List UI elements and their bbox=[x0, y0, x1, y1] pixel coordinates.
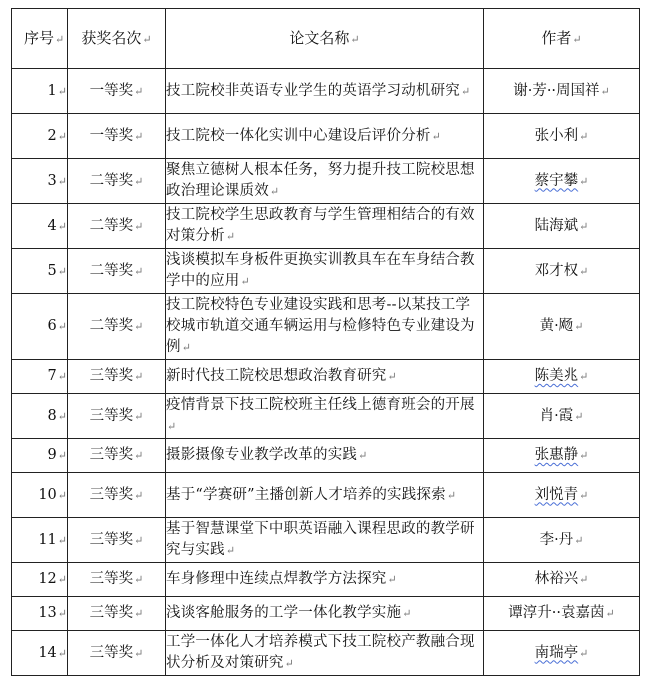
header-author-label: 作者 bbox=[541, 28, 572, 47]
paragraph-mark-icon: ↵ bbox=[284, 657, 295, 670]
paper-title-cell bbox=[166, 294, 484, 360]
award-text: 三等奖 bbox=[89, 605, 134, 621]
header-cell-title bbox=[166, 9, 484, 69]
award-rank-cell bbox=[68, 159, 166, 204]
author-cell bbox=[484, 249, 640, 294]
no-text: 2 bbox=[47, 127, 57, 144]
paragraph-mark-icon: ↵ bbox=[57, 264, 67, 278]
row-number-cell bbox=[12, 204, 68, 249]
row-number-cell bbox=[12, 518, 68, 563]
paragraph-mark-icon: ↵ bbox=[225, 544, 236, 557]
paper-title-text: 车身修理中连续点焊教学方法探究 bbox=[166, 571, 387, 587]
paragraph-mark-icon: ↵ bbox=[57, 174, 67, 188]
paper-title-text: 技工院校特色专业建设实践和思考--以某技工学校城市轨道交通车辆运用与检修特色专业建设为例 bbox=[166, 297, 475, 355]
paragraph-mark-icon: ↵ bbox=[57, 409, 67, 423]
awards-table bbox=[11, 8, 640, 676]
paper-title-cell bbox=[166, 360, 484, 394]
no-text: 10 bbox=[38, 486, 57, 503]
paragraph-mark-icon: ↵ bbox=[134, 84, 144, 98]
paragraph-mark-icon: ↵ bbox=[134, 409, 144, 423]
header-cell-no bbox=[12, 9, 68, 69]
no-text: 9 bbox=[47, 447, 57, 463]
paragraph-mark-icon: ↵ bbox=[57, 488, 67, 502]
award-rank-cell bbox=[68, 114, 166, 159]
paper-title-text: 基于“学赛研”主播创新人才培养的实践探索 bbox=[166, 486, 446, 503]
table-row bbox=[12, 563, 640, 597]
row-number-cell bbox=[12, 631, 68, 676]
paper-title-text: 新时代技工院校思想政治教育研究 bbox=[166, 368, 387, 384]
paragraph-mark-icon: ↵ bbox=[358, 449, 368, 462]
paragraph-mark-icon: ↵ bbox=[579, 449, 589, 462]
paper-title-cell bbox=[166, 439, 484, 473]
author-cell bbox=[484, 360, 640, 394]
paper-title-cell bbox=[166, 204, 484, 249]
paragraph-mark-icon: ↵ bbox=[134, 174, 144, 188]
table-row bbox=[12, 518, 640, 563]
author-cell bbox=[484, 159, 640, 204]
paragraph-mark-icon: ↵ bbox=[57, 449, 67, 462]
table-row bbox=[12, 360, 640, 394]
row-number-cell bbox=[12, 360, 68, 394]
author-cell bbox=[484, 294, 640, 360]
paragraph-mark-icon: ↵ bbox=[579, 129, 589, 143]
paragraph-mark-icon: ↵ bbox=[134, 573, 144, 586]
paragraph-mark-icon: ↵ bbox=[240, 275, 250, 288]
paragraph-mark-icon: ↵ bbox=[579, 488, 589, 502]
paragraph-mark-icon: ↵ bbox=[57, 607, 67, 620]
paper-title-cell bbox=[166, 563, 484, 597]
paper-title-cell bbox=[166, 518, 484, 563]
paragraph-mark-icon: ↵ bbox=[134, 449, 144, 462]
award-text: 三等奖 bbox=[89, 644, 134, 661]
author-cell bbox=[484, 69, 640, 114]
row-number-cell bbox=[12, 249, 68, 294]
award-text: 三等奖 bbox=[89, 486, 134, 503]
award-rank-cell bbox=[68, 631, 166, 676]
award-text: 三等奖 bbox=[89, 407, 134, 424]
row-number-cell bbox=[12, 114, 68, 159]
paragraph-mark-icon: ↵ bbox=[55, 32, 65, 46]
paragraph-mark-icon: ↵ bbox=[431, 129, 442, 143]
author-cell bbox=[484, 394, 640, 439]
paper-title-cell bbox=[166, 473, 484, 518]
author-cell bbox=[484, 204, 640, 249]
author-cell bbox=[484, 631, 640, 676]
header-no-label: 序号 bbox=[24, 28, 55, 47]
table-row bbox=[12, 249, 640, 294]
author-text: 谭淳升··袁嘉茵 bbox=[508, 605, 605, 621]
table-body bbox=[12, 69, 640, 676]
paper-title-cell bbox=[166, 394, 484, 439]
author-text: 张惠静 bbox=[534, 447, 579, 463]
row-number-cell bbox=[12, 597, 68, 631]
no-text: 11 bbox=[38, 531, 57, 548]
paragraph-mark-icon: ↵ bbox=[402, 607, 412, 620]
header-cell-author bbox=[484, 9, 640, 69]
author-text: 陆海斌 bbox=[534, 217, 579, 234]
author-text: 刘悦青 bbox=[534, 486, 579, 503]
award-text: 二等奖 bbox=[89, 318, 134, 334]
paragraph-mark-icon: ↵ bbox=[574, 533, 584, 547]
paper-title-cell bbox=[166, 159, 484, 204]
paper-title-text: 聚焦立德树人根本任务，努力提升技工院校思想政治理论课质效 bbox=[166, 162, 475, 199]
author-text: 张小利 bbox=[534, 127, 579, 144]
no-text: 5 bbox=[47, 262, 57, 279]
paragraph-mark-icon: ↵ bbox=[142, 32, 152, 46]
paragraph-mark-icon: ↵ bbox=[350, 32, 360, 46]
row-number-cell bbox=[12, 69, 68, 114]
paragraph-mark-icon: ↵ bbox=[446, 488, 457, 502]
author-cell bbox=[484, 597, 640, 631]
table-row bbox=[12, 159, 640, 204]
award-rank-cell bbox=[68, 394, 166, 439]
author-text: 黄·飏 bbox=[539, 318, 574, 334]
paper-title-cell bbox=[166, 597, 484, 631]
award-text: 三等奖 bbox=[89, 368, 134, 384]
award-rank-cell bbox=[68, 439, 166, 473]
table-row bbox=[12, 69, 640, 114]
paragraph-mark-icon: ↵ bbox=[461, 84, 471, 98]
paragraph-mark-icon: ↵ bbox=[134, 264, 144, 278]
no-text: 7 bbox=[47, 368, 57, 384]
author-cell bbox=[484, 439, 640, 473]
paragraph-mark-icon: ↵ bbox=[57, 573, 67, 586]
paper-title-text: 基于智慧课堂下中职英语融入课程思政的教学研究与实践 bbox=[166, 521, 475, 558]
paragraph-mark-icon: ↵ bbox=[387, 573, 397, 586]
paragraph-mark-icon: ↵ bbox=[579, 219, 589, 233]
author-cell bbox=[484, 563, 640, 597]
paragraph-mark-icon: ↵ bbox=[579, 174, 589, 188]
paper-title-text: 技工院校学生思政教育与学生管理相结合的有效对策分析 bbox=[166, 207, 475, 244]
award-rank-cell bbox=[68, 597, 166, 631]
table-row bbox=[12, 204, 640, 249]
paragraph-mark-icon: ↵ bbox=[134, 607, 144, 620]
paper-title-cell bbox=[166, 114, 484, 159]
award-text: 二等奖 bbox=[89, 217, 134, 234]
award-text: 一等奖 bbox=[89, 82, 134, 99]
table-row bbox=[12, 597, 640, 631]
row-number-cell bbox=[12, 294, 68, 360]
no-text: 13 bbox=[38, 605, 57, 621]
paper-title-cell bbox=[166, 69, 484, 114]
award-text: 三等奖 bbox=[89, 447, 134, 463]
award-text: 二等奖 bbox=[89, 172, 134, 189]
paragraph-mark-icon: ↵ bbox=[579, 370, 589, 383]
table-row bbox=[12, 114, 640, 159]
table-row bbox=[12, 473, 640, 518]
paper-title-text: 工学一体化人才培养模式下技工院校产教融合现状分析及对策研究 bbox=[166, 634, 475, 671]
row-number-cell bbox=[12, 563, 68, 597]
paragraph-mark-icon: ↵ bbox=[57, 219, 67, 233]
header-title-label: 论文名称 bbox=[289, 28, 350, 47]
table-row bbox=[12, 439, 640, 473]
paper-title-text: 疫情背景下技工院校班主任线上德育班会的开展 bbox=[166, 397, 475, 413]
author-text: 陈美兆 bbox=[534, 368, 579, 384]
author-cell bbox=[484, 518, 640, 563]
no-text: 1 bbox=[47, 82, 57, 99]
author-text: 南瑞亭 bbox=[534, 644, 579, 661]
paragraph-mark-icon: ↵ bbox=[579, 573, 589, 586]
no-text: 4 bbox=[47, 217, 57, 234]
header-row bbox=[12, 9, 640, 69]
paragraph-mark-icon: ↵ bbox=[134, 370, 144, 383]
paper-title-text: 浅谈客舱服务的工学一体化教学实施 bbox=[166, 605, 402, 621]
paragraph-mark-icon: ↵ bbox=[574, 320, 584, 333]
author-text: 蔡宇攀 bbox=[534, 172, 579, 189]
paragraph-mark-icon: ↵ bbox=[387, 370, 397, 383]
award-rank-cell bbox=[68, 360, 166, 394]
table-row bbox=[12, 394, 640, 439]
no-text: 8 bbox=[47, 407, 57, 424]
row-number-cell bbox=[12, 473, 68, 518]
author-cell bbox=[484, 473, 640, 518]
award-text: 二等奖 bbox=[89, 262, 134, 279]
row-number-cell bbox=[12, 394, 68, 439]
table-row bbox=[12, 294, 640, 360]
table-row bbox=[12, 631, 640, 676]
paper-title-text: 摄影摄像专业教学改革的实践 bbox=[166, 447, 358, 463]
no-text: 12 bbox=[38, 571, 57, 587]
award-rank-cell bbox=[68, 563, 166, 597]
paragraph-mark-icon: ↵ bbox=[134, 219, 144, 233]
no-text: 14 bbox=[38, 644, 57, 661]
paragraph-mark-icon: ↵ bbox=[579, 264, 589, 278]
paragraph-mark-icon: ↵ bbox=[605, 607, 615, 620]
paragraph-mark-icon: ↵ bbox=[57, 533, 67, 547]
award-rank-cell bbox=[68, 473, 166, 518]
header-cell-award bbox=[68, 9, 166, 69]
paragraph-mark-icon: ↵ bbox=[134, 646, 144, 660]
paper-title-text: 浅谈模拟车身板件更换实训教具车在车身结合教学中的应用 bbox=[166, 252, 475, 289]
paragraph-mark-icon: ↵ bbox=[181, 341, 192, 354]
paragraph-mark-icon: ↵ bbox=[57, 370, 67, 383]
paragraph-mark-icon: ↵ bbox=[57, 320, 67, 333]
paper-title-cell bbox=[166, 631, 484, 676]
author-text: 肖·霞 bbox=[539, 407, 574, 424]
author-text: 谢·芳··周国祥 bbox=[513, 82, 600, 99]
award-text: 一等奖 bbox=[89, 127, 134, 144]
paragraph-mark-icon: ↵ bbox=[134, 320, 144, 333]
award-rank-cell bbox=[68, 518, 166, 563]
award-rank-cell bbox=[68, 294, 166, 360]
author-text: 邓才权 bbox=[534, 262, 579, 279]
paragraph-mark-icon: ↵ bbox=[134, 488, 144, 502]
header-award-label: 获奖名次 bbox=[81, 28, 142, 47]
no-text: 3 bbox=[47, 172, 57, 189]
author-text: 林裕兴 bbox=[534, 571, 579, 587]
paper-title-cell bbox=[166, 249, 484, 294]
award-rank-cell bbox=[68, 69, 166, 114]
row-number-cell bbox=[12, 159, 68, 204]
award-rank-cell bbox=[68, 204, 166, 249]
paragraph-mark-icon: ↵ bbox=[57, 84, 67, 98]
author-cell bbox=[484, 114, 640, 159]
paper-title-text: 技工院校一体化实训中心建设后评价分析 bbox=[166, 127, 431, 144]
paragraph-mark-icon: ↵ bbox=[572, 32, 582, 46]
paragraph-mark-icon: ↵ bbox=[225, 230, 236, 243]
paragraph-mark-icon: ↵ bbox=[269, 185, 280, 198]
award-text: 三等奖 bbox=[89, 531, 134, 548]
no-text: 6 bbox=[47, 318, 57, 334]
award-rank-cell bbox=[68, 249, 166, 294]
paper-title-text: 技工院校非英语专业学生的英语学习动机研究 bbox=[166, 82, 460, 99]
paragraph-mark-icon: ↵ bbox=[600, 84, 610, 98]
paragraph-mark-icon: ↵ bbox=[574, 409, 584, 423]
award-text: 三等奖 bbox=[89, 571, 134, 587]
paragraph-mark-icon: ↵ bbox=[134, 533, 144, 547]
paragraph-mark-icon: ↵ bbox=[134, 129, 144, 143]
row-number-cell bbox=[12, 439, 68, 473]
author-text: 李·丹 bbox=[539, 531, 574, 548]
paragraph-mark-icon: ↵ bbox=[57, 129, 67, 143]
paragraph-mark-icon: ↵ bbox=[167, 420, 177, 433]
paragraph-mark-icon: ↵ bbox=[579, 646, 589, 660]
paragraph-mark-icon: ↵ bbox=[57, 646, 67, 660]
